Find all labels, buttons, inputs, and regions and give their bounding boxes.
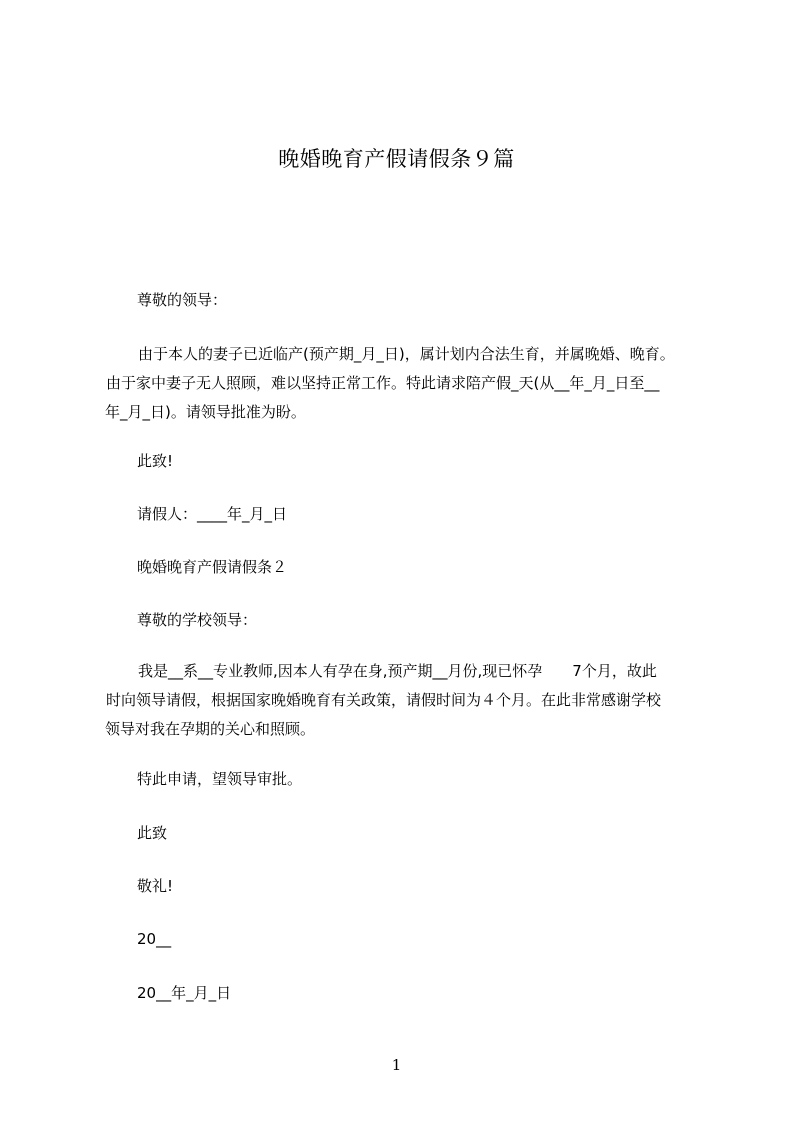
body-paragraph-2 bbox=[105, 657, 661, 744]
page-number: 1 bbox=[391, 1056, 402, 1074]
body-1-line-3: 年_月_日)。请领导批准为盼。 bbox=[105, 403, 306, 421]
document-title: 晚婚晚育产假请假条９篇 bbox=[278, 147, 515, 171]
date-year: 20__ bbox=[137, 930, 172, 948]
body-2-line-1: 我是__系__专业教师,因本人有孕在身,预产期__月份,现已怀孕 7个月，故此 bbox=[138, 662, 657, 680]
body-paragraph-1 bbox=[105, 340, 675, 427]
section-2-heading: 晚婚晚育产假请假条２ bbox=[137, 558, 288, 576]
salutation-1: 尊敬的领导： bbox=[137, 291, 228, 309]
request-line: 特此申请，望领导审批。 bbox=[137, 770, 303, 788]
closing-1: 此致! bbox=[137, 452, 174, 470]
date-full: 20__年_月_日 bbox=[137, 984, 232, 1002]
body-1-line-1: 由于本人的妻子已近临产(预产期_月_日)，属计划内合法生育，并属晚婚、晚育。 bbox=[138, 345, 675, 363]
closing-2b: 敬礼! bbox=[137, 877, 174, 895]
body-2-line-2: 时向领导请假，根据国家晚婚晚育有关政策，请假时间为４个月。在此非常感谢学校 bbox=[106, 691, 662, 709]
signature-line-1: 请假人：____年_月_日 bbox=[137, 505, 288, 523]
body-1-line-2: 由于家中妻子无人照顾，难以坚持正常工作。特此请求陪产假_天(从__年_月_日至__ bbox=[106, 374, 660, 392]
salutation-2: 尊敬的学校领导： bbox=[137, 611, 258, 629]
body-2-line-3: 领导对我在孕期的关心和照顾。 bbox=[105, 720, 316, 738]
closing-2a: 此致 bbox=[137, 824, 168, 842]
